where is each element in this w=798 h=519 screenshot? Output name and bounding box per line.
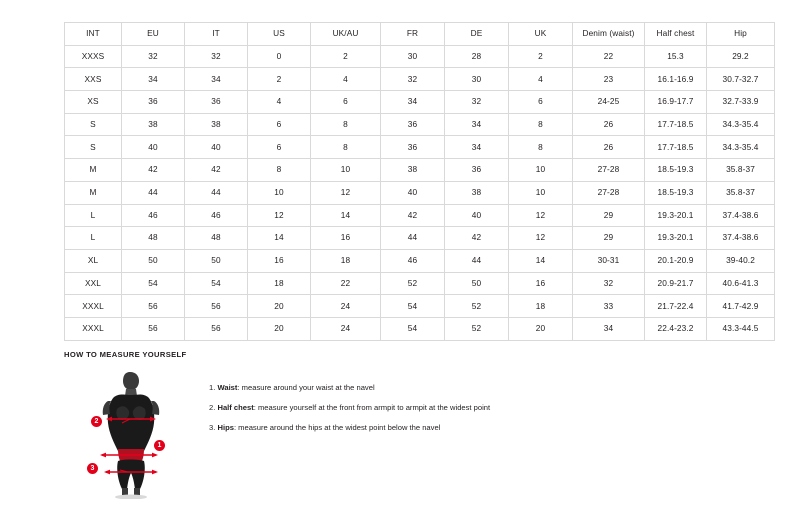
cell-eu: 32 (122, 45, 185, 68)
cell-hip: 37.4-38.6 (707, 204, 775, 227)
cell-it: 34 (185, 68, 248, 91)
cell-de: 28 (445, 45, 509, 68)
cell-half-chest: 22.4-23.2 (645, 317, 707, 340)
cell-us: 18 (248, 272, 311, 295)
cell-uk: 8 (509, 113, 573, 136)
how-to-measure-body (64, 367, 744, 502)
cell-fr: 52 (381, 272, 445, 295)
cell-half-chest: 19.3-20.1 (645, 227, 707, 250)
badge-half-chest: 2 (91, 416, 102, 427)
cell-us: 6 (248, 113, 311, 136)
cell-uk-au: 24 (311, 295, 381, 318)
cell-us: 10 (248, 181, 311, 204)
cell-fr: 32 (381, 68, 445, 91)
cell-hip: 32.7-33.9 (707, 91, 775, 114)
cell-de: 44 (445, 249, 509, 272)
cell-hip: 39-40.2 (707, 249, 775, 272)
cell-uk-au: 14 (311, 204, 381, 227)
cell-uk-au: 8 (311, 113, 381, 136)
cell-de: 34 (445, 113, 509, 136)
mannequin-illustration (84, 369, 180, 499)
cell-de: 42 (445, 227, 509, 250)
cell-de: 36 (445, 159, 509, 182)
table-row (65, 181, 775, 204)
cell-it: 44 (185, 181, 248, 204)
cell-it: 46 (185, 204, 248, 227)
cell-int: XXXL (65, 317, 122, 340)
cell-us: 14 (248, 227, 311, 250)
cell-uk: 2 (509, 45, 573, 68)
cell-de: 34 (445, 136, 509, 159)
cell-eu: 54 (122, 272, 185, 295)
cell-denim-waist: 24-25 (573, 91, 645, 114)
cell-int: S (65, 113, 122, 136)
cell-uk: 4 (509, 68, 573, 91)
note-number: 2. (209, 403, 216, 413)
column-header-uk: UK (509, 23, 573, 46)
column-header-de: DE (445, 23, 509, 46)
cell-it: 50 (185, 249, 248, 272)
column-header-denim-waist: Denim (waist) (573, 23, 645, 46)
cell-uk: 18 (509, 295, 573, 318)
cell-uk-au: 2 (311, 45, 381, 68)
cell-denim-waist: 29 (573, 227, 645, 250)
cell-us: 8 (248, 159, 311, 182)
cell-eu: 34 (122, 68, 185, 91)
cell-half-chest: 21.7-22.4 (645, 295, 707, 318)
cell-it: 42 (185, 159, 248, 182)
column-header-us: US (248, 23, 311, 46)
cell-us: 20 (248, 317, 311, 340)
measurement-figure (64, 367, 194, 502)
table-row (65, 317, 775, 340)
note-number: 3. (209, 423, 216, 433)
note-text: : measure yourself at the front from armpit to armpit at the widest point (253, 403, 491, 413)
cell-uk: 16 (509, 272, 573, 295)
cell-uk: 10 (509, 181, 573, 204)
table-row (65, 227, 775, 250)
cell-it: 48 (185, 227, 248, 250)
cell-eu: 36 (122, 91, 185, 114)
column-header-eu: EU (122, 23, 185, 46)
cell-eu: 40 (122, 136, 185, 159)
cell-us: 0 (248, 45, 311, 68)
table-row (65, 136, 775, 159)
cell-uk-au: 6 (311, 91, 381, 114)
cell-int: XXL (65, 272, 122, 295)
cell-de: 50 (445, 272, 509, 295)
cell-it: 56 (185, 317, 248, 340)
table-body (65, 45, 775, 340)
note-term: Hips (217, 423, 234, 433)
column-header-uk-au: UK/AU (311, 23, 381, 46)
cell-hip: 41.7-42.9 (707, 295, 775, 318)
cell-de: 40 (445, 204, 509, 227)
cell-denim-waist: 23 (573, 68, 645, 91)
cell-uk: 10 (509, 159, 573, 182)
cell-fr: 36 (381, 113, 445, 136)
cell-fr: 40 (381, 181, 445, 204)
cell-denim-waist: 33 (573, 295, 645, 318)
cell-uk-au: 4 (311, 68, 381, 91)
cell-fr: 38 (381, 159, 445, 182)
cell-uk: 12 (509, 227, 573, 250)
cell-hip: 43.3-44.5 (707, 317, 775, 340)
cell-hip: 35.8-37 (707, 181, 775, 204)
cell-eu: 56 (122, 295, 185, 318)
cell-int: XXXL (65, 295, 122, 318)
cell-us: 20 (248, 295, 311, 318)
cell-it: 40 (185, 136, 248, 159)
cell-half-chest: 16.9-17.7 (645, 91, 707, 114)
cell-uk-au: 18 (311, 249, 381, 272)
cell-it: 56 (185, 295, 248, 318)
cell-half-chest: 20.9-21.7 (645, 272, 707, 295)
cell-uk-au: 16 (311, 227, 381, 250)
cell-us: 16 (248, 249, 311, 272)
cell-half-chest: 20.1-20.9 (645, 249, 707, 272)
cell-de: 32 (445, 91, 509, 114)
cell-us: 4 (248, 91, 311, 114)
cell-hip: 40.6-41.3 (707, 272, 775, 295)
cell-int: XS (65, 91, 122, 114)
cell-fr: 46 (381, 249, 445, 272)
cell-hip: 35.8-37 (707, 159, 775, 182)
cell-us: 6 (248, 136, 311, 159)
column-header-int: INT (65, 23, 122, 46)
cell-us: 2 (248, 68, 311, 91)
cell-half-chest: 15.3 (645, 45, 707, 68)
cell-uk-au: 10 (311, 159, 381, 182)
badge-hips: 3 (87, 463, 98, 474)
cell-hip: 34.3-35.4 (707, 113, 775, 136)
cell-half-chest: 16.1-16.9 (645, 68, 707, 91)
cell-de: 38 (445, 181, 509, 204)
cell-uk: 20 (509, 317, 573, 340)
table-row (65, 204, 775, 227)
cell-eu: 38 (122, 113, 185, 136)
cell-uk: 12 (509, 204, 573, 227)
note-term: Half chest (217, 403, 254, 413)
cell-denim-waist: 30-31 (573, 249, 645, 272)
cell-int: L (65, 204, 122, 227)
table-header (65, 23, 775, 46)
column-header-fr: FR (381, 23, 445, 46)
cell-uk-au: 24 (311, 317, 381, 340)
size-table-container (64, 22, 759, 341)
cell-int: XXXS (65, 45, 122, 68)
cell-half-chest: 19.3-20.1 (645, 204, 707, 227)
badge-waist: 1 (154, 440, 165, 451)
cell-denim-waist: 27-28 (573, 181, 645, 204)
cell-eu: 50 (122, 249, 185, 272)
how-to-measure-title: HOW TO MEASURE YOURSELF (64, 350, 187, 359)
cell-int: L (65, 227, 122, 250)
note-text: : measure around the hips at the widest point below the navel (233, 423, 441, 433)
table-header-row (65, 23, 775, 46)
cell-eu: 56 (122, 317, 185, 340)
how-to-measure-section (64, 350, 744, 502)
cell-uk: 8 (509, 136, 573, 159)
cell-it: 38 (185, 113, 248, 136)
table-row (65, 272, 775, 295)
cell-denim-waist: 22 (573, 45, 645, 68)
cell-half-chest: 18.5-19.3 (645, 159, 707, 182)
note-waist (209, 383, 490, 392)
cell-denim-waist: 34 (573, 317, 645, 340)
cell-it: 54 (185, 272, 248, 295)
cell-de: 52 (445, 295, 509, 318)
cell-fr: 30 (381, 45, 445, 68)
table-row (65, 295, 775, 318)
cell-fr: 34 (381, 91, 445, 114)
column-header-hip: Hip (707, 23, 775, 46)
cell-hip: 29.2 (707, 45, 775, 68)
cell-eu: 46 (122, 204, 185, 227)
cell-uk: 14 (509, 249, 573, 272)
cell-uk: 6 (509, 91, 573, 114)
cell-int: M (65, 159, 122, 182)
note-text: : measure around your waist at the navel (237, 383, 375, 392)
cell-fr: 36 (381, 136, 445, 159)
note-term: Waist (217, 383, 238, 392)
cell-half-chest: 18.5-19.3 (645, 181, 707, 204)
cell-uk-au: 8 (311, 136, 381, 159)
cell-denim-waist: 26 (573, 136, 645, 159)
cell-denim-waist: 29 (573, 204, 645, 227)
cell-fr: 54 (381, 295, 445, 318)
table-row (65, 45, 775, 68)
cell-half-chest: 17.7-18.5 (645, 136, 707, 159)
cell-int: XXS (65, 68, 122, 91)
measurement-notes (209, 367, 490, 443)
table-row (65, 91, 775, 114)
cell-it: 36 (185, 91, 248, 114)
cell-us: 12 (248, 204, 311, 227)
cell-half-chest: 17.7-18.5 (645, 113, 707, 136)
note-half-chest (209, 403, 490, 412)
cell-hip: 37.4-38.6 (707, 227, 775, 250)
cell-denim-waist: 32 (573, 272, 645, 295)
cell-uk-au: 12 (311, 181, 381, 204)
cell-eu: 42 (122, 159, 185, 182)
note-number: 1. (209, 383, 216, 392)
cell-uk-au: 22 (311, 272, 381, 295)
cell-eu: 44 (122, 181, 185, 204)
column-header-half-chest: Half chest (645, 23, 707, 46)
table-row (65, 113, 775, 136)
cell-de: 30 (445, 68, 509, 91)
table-row (65, 159, 775, 182)
cell-int: XL (65, 249, 122, 272)
cell-int: S (65, 136, 122, 159)
cell-denim-waist: 27-28 (573, 159, 645, 182)
cell-hip: 34.3-35.4 (707, 136, 775, 159)
cell-de: 52 (445, 317, 509, 340)
table-row (65, 68, 775, 91)
cell-fr: 44 (381, 227, 445, 250)
cell-it: 32 (185, 45, 248, 68)
cell-fr: 42 (381, 204, 445, 227)
cell-int: M (65, 181, 122, 204)
table-row (65, 249, 775, 272)
cell-hip: 30.7-32.7 (707, 68, 775, 91)
column-header-it: IT (185, 23, 248, 46)
cell-denim-waist: 26 (573, 113, 645, 136)
note-hips (209, 423, 490, 432)
cell-eu: 48 (122, 227, 185, 250)
size-conversion-table (64, 22, 775, 341)
cell-fr: 54 (381, 317, 445, 340)
